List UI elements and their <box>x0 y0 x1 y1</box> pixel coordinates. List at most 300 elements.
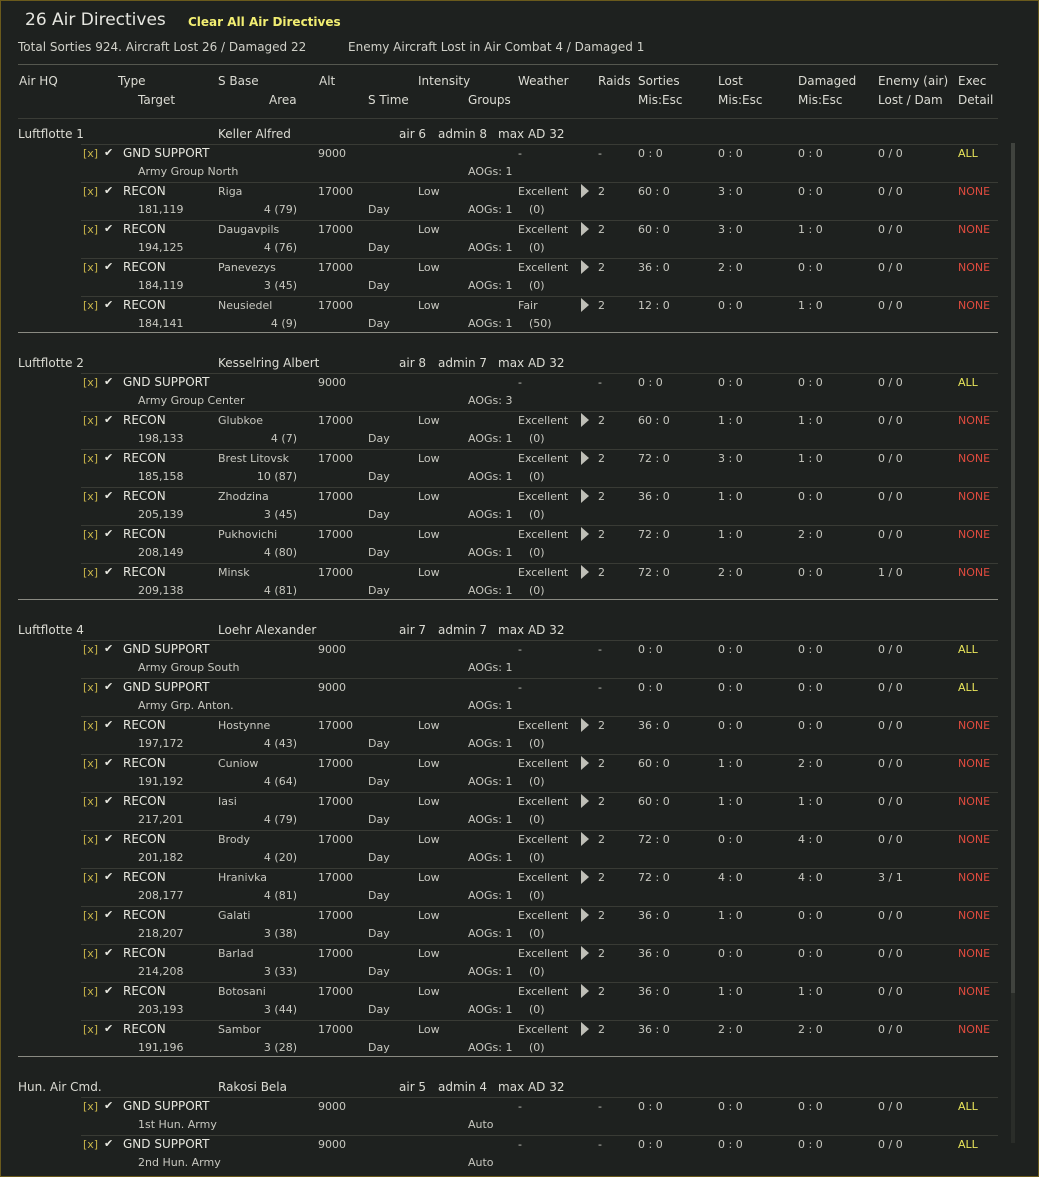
directive-altitude[interactable]: 17000 <box>318 833 353 846</box>
execute-play-icon[interactable] <box>581 794 589 808</box>
header-sorties[interactable]: Sorties <box>638 74 680 88</box>
directive-intensity[interactable]: Low <box>418 452 440 465</box>
directive-altitude[interactable]: 9000 <box>318 147 346 160</box>
remove-directive-button[interactable]: [x] <box>83 299 99 312</box>
enabled-checkmark-icon[interactable]: ✔ <box>104 222 114 235</box>
remove-directive-button[interactable]: [x] <box>83 947 99 960</box>
exec-detail-button[interactable]: NONE <box>958 414 991 427</box>
directive-area: 4 (64) <box>263 775 297 788</box>
directive-type[interactable]: GND SUPPORT <box>123 375 210 389</box>
directive-target[interactable]: 194,125 <box>138 241 184 254</box>
directive-intensity[interactable]: Low <box>418 757 440 770</box>
directive-intensity[interactable]: Low <box>418 414 440 427</box>
directive-base[interactable]: Hranivka <box>218 871 267 884</box>
header-air-hq[interactable]: Air HQ <box>19 74 58 88</box>
remove-directive-button[interactable]: [x] <box>83 1023 99 1036</box>
remove-directive-button[interactable]: [x] <box>83 528 99 541</box>
directive-target[interactable]: 1st Hun. Army <box>138 1118 217 1131</box>
remove-directive-button[interactable]: [x] <box>83 1138 99 1151</box>
exec-detail-button[interactable]: NONE <box>958 223 991 236</box>
exec-detail-button[interactable]: NONE <box>958 909 991 922</box>
directive-target[interactable]: 191,196 <box>138 1041 184 1054</box>
exec-detail-button[interactable]: NONE <box>958 261 991 274</box>
directive-target[interactable]: Army Group South <box>138 661 240 674</box>
directive-target[interactable]: 205,139 <box>138 508 184 521</box>
directive-damaged: 4 : 0 <box>798 871 823 884</box>
directive-target[interactable]: Army Grp. Anton. <box>138 699 234 712</box>
header-s-base[interactable]: S Base <box>218 74 259 88</box>
enabled-checkmark-icon[interactable]: ✔ <box>104 489 114 502</box>
header-lost[interactable]: Lost <box>718 74 743 88</box>
directive-altitude[interactable]: 17000 <box>318 871 353 884</box>
directive-base[interactable]: Zhodzina <box>218 490 269 503</box>
enabled-checkmark-icon[interactable]: ✔ <box>104 984 114 997</box>
remove-directive-button[interactable]: [x] <box>83 261 99 274</box>
remove-directive-button[interactable]: [x] <box>83 909 99 922</box>
directive-altitude[interactable]: 17000 <box>318 185 353 198</box>
enabled-checkmark-icon[interactable]: ✔ <box>104 718 114 731</box>
directive-groups[interactable]: AOGs: 1 <box>468 851 513 864</box>
exec-detail-button[interactable]: NONE <box>958 185 991 198</box>
header-target[interactable]: Target <box>138 93 176 107</box>
directive-groups[interactable]: AOGs: 1 <box>468 584 513 597</box>
directive-raids: 2 <box>598 833 605 846</box>
directive-damaged: 0 : 0 <box>798 261 823 274</box>
directive-target[interactable]: 191,192 <box>138 775 184 788</box>
directive-groups[interactable]: AOGs: 1 <box>468 203 513 216</box>
directive-groups[interactable]: AOGs: 1 <box>468 432 513 445</box>
directive-groups[interactable]: AOGs: 1 <box>468 279 513 292</box>
exec-detail-button[interactable]: NONE <box>958 1023 991 1036</box>
remove-directive-button[interactable]: [x] <box>83 147 99 160</box>
directive-lost: 1 : 0 <box>718 795 743 808</box>
directive-type[interactable]: RECON <box>123 718 166 732</box>
directive-intensity[interactable]: Low <box>418 795 440 808</box>
directive-type[interactable]: RECON <box>123 756 166 770</box>
directive-intensity[interactable]: Low <box>418 566 440 579</box>
remove-directive-button[interactable]: [x] <box>83 681 99 694</box>
directive-altitude[interactable]: 17000 <box>318 261 353 274</box>
execute-play-icon[interactable] <box>581 260 589 274</box>
directive-groups[interactable]: AOGs: 3 <box>468 394 513 407</box>
directive-intensity[interactable]: Low <box>418 909 440 922</box>
directive-damaged: 0 : 0 <box>798 185 823 198</box>
directive-groups[interactable]: AOGs: 1 <box>468 737 513 750</box>
directive-enemy: 0 / 0 <box>878 185 903 198</box>
exec-detail-button[interactable]: NONE <box>958 871 991 884</box>
directive-altitude[interactable]: 9000 <box>318 376 346 389</box>
enabled-checkmark-icon[interactable]: ✔ <box>104 908 114 921</box>
scrollbar-thumb[interactable] <box>1011 143 1015 993</box>
directive-raids: 2 <box>598 528 605 541</box>
directive-altitude[interactable]: 17000 <box>318 566 353 579</box>
exec-detail-button[interactable]: NONE <box>958 719 991 732</box>
directive-target[interactable]: 208,149 <box>138 546 184 559</box>
execute-play-icon[interactable] <box>581 184 589 198</box>
remove-directive-button[interactable]: [x] <box>83 223 99 236</box>
directive-groups[interactable]: Auto <box>468 1118 494 1131</box>
header-type[interactable]: Type <box>118 74 146 88</box>
directive-target[interactable]: 217,201 <box>138 813 184 826</box>
directive-altitude[interactable]: 9000 <box>318 1138 346 1151</box>
remove-directive-button[interactable]: [x] <box>83 566 99 579</box>
execute-play-icon[interactable] <box>581 298 589 312</box>
directive-altitude[interactable]: 17000 <box>318 985 353 998</box>
execute-play-icon[interactable] <box>581 870 589 884</box>
directive-type[interactable]: GND SUPPORT <box>123 680 210 694</box>
directive-damaged: 0 : 0 <box>798 490 823 503</box>
directive-type[interactable]: RECON <box>123 1022 166 1036</box>
directive-enemy: 0 / 0 <box>878 1138 903 1151</box>
enabled-checkmark-icon[interactable]: ✔ <box>104 1022 114 1035</box>
header-damaged[interactable]: Damaged <box>798 74 857 88</box>
enabled-checkmark-icon[interactable]: ✔ <box>104 756 114 769</box>
exec-detail-button[interactable]: ALL <box>958 147 978 160</box>
directive-weather-value: (0) <box>529 279 545 292</box>
directive-altitude[interactable]: 17000 <box>318 452 353 465</box>
execute-play-icon[interactable] <box>581 718 589 732</box>
section-divider <box>18 332 998 333</box>
directive-type[interactable]: RECON <box>123 413 166 427</box>
directive-base[interactable]: Barlad <box>218 947 254 960</box>
directive-damaged: 1 : 0 <box>798 414 823 427</box>
air-hq-name[interactable]: Luftflotte 1 <box>18 127 84 141</box>
exec-detail-button[interactable]: ALL <box>958 643 978 656</box>
directive-groups[interactable]: AOGs: 1 <box>468 927 513 940</box>
directive-base[interactable]: Glubkoe <box>218 414 264 427</box>
remove-directive-button[interactable]: [x] <box>83 452 99 465</box>
enabled-checkmark-icon[interactable]: ✔ <box>104 642 114 655</box>
air-hq-name[interactable]: Luftflotte 4 <box>18 623 84 637</box>
header-exec[interactable]: Exec <box>958 74 987 88</box>
directive-sorties: 36 : 0 <box>638 719 670 732</box>
remove-directive-button[interactable]: [x] <box>83 490 99 503</box>
enabled-checkmark-icon[interactable]: ✔ <box>104 413 114 426</box>
directive-enemy: 0 / 0 <box>878 223 903 236</box>
directive-altitude[interactable]: 17000 <box>318 528 353 541</box>
row-divider <box>81 982 998 983</box>
directive-intensity[interactable]: Low <box>418 719 440 732</box>
hq-admin-rating: admin 7 <box>438 356 488 370</box>
directive-weather: Excellent <box>518 185 569 198</box>
directive-type[interactable]: RECON <box>123 260 166 274</box>
directive-intensity[interactable]: Low <box>418 490 440 503</box>
exec-detail-button[interactable]: NONE <box>958 833 991 846</box>
directive-altitude[interactable]: 9000 <box>318 681 346 694</box>
directive-target[interactable]: 181,119 <box>138 203 184 216</box>
exec-detail-button[interactable]: NONE <box>958 795 991 808</box>
directive-intensity[interactable]: Low <box>418 833 440 846</box>
hq-air-rating: air 5 <box>399 1080 427 1094</box>
air-hq-name[interactable]: Hun. Air Cmd. <box>18 1080 102 1094</box>
directive-altitude[interactable]: 17000 <box>318 414 353 427</box>
directive-target[interactable]: 214,208 <box>138 965 184 978</box>
directive-type[interactable]: RECON <box>123 946 166 960</box>
header-intensity[interactable]: Intensity <box>418 74 471 88</box>
hq-commander[interactable]: Keller Alfred <box>218 127 291 141</box>
directive-groups[interactable]: AOGs: 1 <box>468 317 513 330</box>
directive-target[interactable]: Army Group Center <box>138 394 245 407</box>
remove-directive-button[interactable]: [x] <box>83 414 99 427</box>
remove-directive-button[interactable]: [x] <box>83 376 99 389</box>
directive-altitude[interactable]: 9000 <box>318 1100 346 1113</box>
enabled-checkmark-icon[interactable]: ✔ <box>104 527 114 540</box>
hq-admin-rating: admin 7 <box>438 623 488 637</box>
exec-detail-button[interactable]: ALL <box>958 1100 978 1113</box>
directive-intensity[interactable]: Low <box>418 985 440 998</box>
directive-enemy: 0 / 0 <box>878 719 903 732</box>
header-alt[interactable]: Alt <box>319 74 336 88</box>
exec-detail-button[interactable]: NONE <box>958 566 991 579</box>
directive-altitude[interactable]: 17000 <box>318 795 353 808</box>
directive-type[interactable]: RECON <box>123 565 166 579</box>
remove-directive-button[interactable]: [x] <box>83 719 99 732</box>
directive-target[interactable]: 203,193 <box>138 1003 184 1016</box>
directive-groups[interactable]: AOGs: 1 <box>468 889 513 902</box>
enemy-summary: Enemy Aircraft Lost in Air Combat 4 / Damaged 1 <box>348 40 645 54</box>
remove-directive-button[interactable]: [x] <box>83 833 99 846</box>
header-groups[interactable]: Groups <box>468 93 511 107</box>
header-enemy-sub: Lost / Dam <box>878 93 943 107</box>
remove-directive-button[interactable]: [x] <box>83 757 99 770</box>
row-divider <box>81 1135 998 1136</box>
directive-groups[interactable]: AOGs: 1 <box>468 1041 513 1054</box>
execute-play-icon[interactable] <box>581 222 589 236</box>
directive-target[interactable]: 218,207 <box>138 927 184 940</box>
directive-altitude[interactable]: 17000 <box>318 909 353 922</box>
enabled-checkmark-icon[interactable]: ✔ <box>104 565 114 578</box>
header-damaged-sub: Mis:Esc <box>798 93 843 107</box>
directive-type[interactable]: RECON <box>123 222 166 236</box>
directive-target[interactable]: 184,119 <box>138 279 184 292</box>
directive-area: 4 (79) <box>263 203 297 216</box>
enabled-checkmark-icon[interactable]: ✔ <box>104 298 114 311</box>
enabled-checkmark-icon[interactable]: ✔ <box>104 260 114 273</box>
directive-groups[interactable]: AOGs: 1 <box>468 775 513 788</box>
directive-type[interactable]: RECON <box>123 832 166 846</box>
directive-weather: Fair <box>518 299 538 312</box>
directive-target[interactable]: 209,138 <box>138 584 184 597</box>
directive-intensity[interactable]: Low <box>418 1023 440 1036</box>
directive-base[interactable]: Neusiedel <box>218 299 273 312</box>
exec-detail-button[interactable]: NONE <box>958 985 991 998</box>
hq-commander[interactable]: Rakosi Bela <box>218 1080 287 1094</box>
directive-base[interactable]: Panevezys <box>218 261 276 274</box>
exec-detail-button[interactable]: NONE <box>958 490 991 503</box>
directive-groups[interactable]: AOGs: 1 <box>468 965 513 978</box>
directive-target[interactable]: 185,158 <box>138 470 184 483</box>
row-divider <box>81 220 998 221</box>
directive-intensity[interactable]: Low <box>418 871 440 884</box>
directive-lost: 2 : 0 <box>718 1023 743 1036</box>
execute-play-icon[interactable] <box>581 413 589 427</box>
directive-target[interactable]: 184,141 <box>138 317 184 330</box>
enabled-checkmark-icon[interactable]: ✔ <box>104 375 114 388</box>
directive-type[interactable]: RECON <box>123 184 166 198</box>
header-raids[interactable]: Raids <box>598 74 631 88</box>
directive-groups[interactable]: AOGs: 1 <box>468 546 513 559</box>
clear-all-button[interactable]: Clear All Air Directives <box>188 15 341 29</box>
row-divider <box>81 754 998 755</box>
directive-start-time: Day <box>368 813 390 826</box>
directive-altitude[interactable]: 17000 <box>318 223 353 236</box>
remove-directive-button[interactable]: [x] <box>83 1100 99 1113</box>
directive-groups[interactable]: AOGs: 1 <box>468 661 513 674</box>
directive-base[interactable]: Minsk <box>218 566 250 579</box>
exec-detail-button[interactable]: NONE <box>958 452 991 465</box>
directive-lost: 1 : 0 <box>718 490 743 503</box>
directive-type[interactable]: RECON <box>123 908 166 922</box>
directive-raids: 2 <box>598 223 605 236</box>
directive-sorties: 0 : 0 <box>638 1100 663 1113</box>
execute-play-icon[interactable] <box>581 832 589 846</box>
row-divider <box>81 906 998 907</box>
enabled-checkmark-icon[interactable]: ✔ <box>104 870 114 883</box>
directive-type[interactable]: RECON <box>123 984 166 998</box>
enabled-checkmark-icon[interactable]: ✔ <box>104 1099 114 1112</box>
directive-type[interactable]: RECON <box>123 451 166 465</box>
directive-type[interactable]: GND SUPPORT <box>123 642 210 656</box>
remove-directive-button[interactable]: [x] <box>83 643 99 656</box>
enabled-checkmark-icon[interactable]: ✔ <box>104 184 114 197</box>
execute-play-icon[interactable] <box>581 565 589 579</box>
directive-groups[interactable]: AOGs: 1 <box>468 165 513 178</box>
exec-detail-button[interactable]: ALL <box>958 1138 978 1151</box>
exec-detail-button[interactable]: NONE <box>958 757 991 770</box>
hq-commander[interactable]: Kesselring Albert <box>218 356 320 370</box>
directive-intensity[interactable]: Low <box>418 261 440 274</box>
directive-target[interactable]: 198,133 <box>138 432 184 445</box>
directive-altitude[interactable]: 17000 <box>318 1023 353 1036</box>
directive-type[interactable]: RECON <box>123 870 166 884</box>
directive-groups[interactable]: AOGs: 1 <box>468 699 513 712</box>
directive-base[interactable]: Cuniow <box>218 757 259 770</box>
directive-type[interactable]: GND SUPPORT <box>123 1099 210 1113</box>
directive-groups[interactable]: AOGs: 1 <box>468 508 513 521</box>
directive-groups[interactable]: AOGs: 1 <box>468 470 513 483</box>
row-divider <box>81 792 998 793</box>
directive-intensity[interactable]: Low <box>418 185 440 198</box>
directive-intensity[interactable]: Low <box>418 528 440 541</box>
directive-type[interactable]: RECON <box>123 794 166 808</box>
directive-weather: Excellent <box>518 261 569 274</box>
directive-sorties: 0 : 0 <box>638 643 663 656</box>
header-s-time[interactable]: S Time <box>368 93 409 107</box>
directive-type[interactable]: RECON <box>123 527 166 541</box>
execute-play-icon[interactable] <box>581 451 589 465</box>
row-divider <box>81 678 998 679</box>
directive-type[interactable]: RECON <box>123 489 166 503</box>
exec-detail-button[interactable]: NONE <box>958 947 991 960</box>
directive-altitude[interactable]: 17000 <box>318 947 353 960</box>
directive-raids: - <box>598 643 602 656</box>
directive-lost: 1 : 0 <box>718 528 743 541</box>
directive-base[interactable]: Pukhovichi <box>218 528 278 541</box>
execute-play-icon[interactable] <box>581 946 589 960</box>
exec-detail-button[interactable]: ALL <box>958 376 978 389</box>
directive-base[interactable]: Iasi <box>218 795 237 808</box>
execute-play-icon[interactable] <box>581 984 589 998</box>
directive-start-time: Day <box>368 889 390 902</box>
enabled-checkmark-icon[interactable]: ✔ <box>104 794 114 807</box>
directive-intensity[interactable]: Low <box>418 299 440 312</box>
directive-base[interactable]: Hostynne <box>218 719 271 732</box>
directive-target[interactable]: 197,172 <box>138 737 184 750</box>
exec-detail-button[interactable]: ALL <box>958 681 978 694</box>
remove-directive-button[interactable]: [x] <box>83 985 99 998</box>
directive-altitude[interactable]: 17000 <box>318 299 353 312</box>
directive-type[interactable]: RECON <box>123 298 166 312</box>
directive-altitude[interactable]: 9000 <box>318 643 346 656</box>
remove-directive-button[interactable]: [x] <box>83 185 99 198</box>
execute-play-icon[interactable] <box>581 1022 589 1036</box>
execute-play-icon[interactable] <box>581 908 589 922</box>
directive-damaged: 0 : 0 <box>798 947 823 960</box>
directive-target[interactable]: Army Group North <box>138 165 239 178</box>
hq-max-ad: max AD 32 <box>498 127 565 141</box>
directive-altitude[interactable]: 17000 <box>318 757 353 770</box>
directive-base[interactable]: Riga <box>218 185 243 198</box>
header-area[interactable]: Area <box>269 93 297 107</box>
directive-groups[interactable]: AOGs: 1 <box>468 813 513 826</box>
remove-directive-button[interactable]: [x] <box>83 795 99 808</box>
directive-intensity[interactable]: Low <box>418 223 440 236</box>
directive-weather: Excellent <box>518 1023 569 1036</box>
air-hq-name[interactable]: Luftflotte 2 <box>18 356 84 370</box>
execute-play-icon[interactable] <box>581 527 589 541</box>
directive-start-time: Day <box>368 546 390 559</box>
remove-directive-button[interactable]: [x] <box>83 871 99 884</box>
enabled-checkmark-icon[interactable]: ✔ <box>104 146 114 159</box>
directive-base[interactable]: Brody <box>218 833 251 846</box>
header-enemy-air[interactable]: Enemy (air) <box>878 74 949 88</box>
directive-base[interactable]: Daugavpils <box>218 223 280 236</box>
directive-raids: 2 <box>598 947 605 960</box>
enabled-checkmark-icon[interactable]: ✔ <box>104 946 114 959</box>
enabled-checkmark-icon[interactable]: ✔ <box>104 680 114 693</box>
directive-target[interactable]: 2nd Hun. Army <box>138 1156 221 1169</box>
enabled-checkmark-icon[interactable]: ✔ <box>104 1137 114 1150</box>
hq-commander[interactable]: Loehr Alexander <box>218 623 317 637</box>
directive-groups[interactable]: AOGs: 1 <box>468 241 513 254</box>
directive-weather: - <box>518 1138 522 1151</box>
execute-play-icon[interactable] <box>581 756 589 770</box>
directive-base[interactable]: Sambor <box>218 1023 261 1036</box>
directive-intensity[interactable]: Low <box>418 947 440 960</box>
directive-area: 4 (81) <box>263 584 297 597</box>
directive-groups[interactable]: AOGs: 1 <box>468 1003 513 1016</box>
header-weather[interactable]: Weather <box>518 74 569 88</box>
enabled-checkmark-icon[interactable]: ✔ <box>104 451 114 464</box>
directive-base[interactable]: Brest Litovsk <box>218 452 289 465</box>
directive-lost: 0 : 0 <box>718 719 743 732</box>
directive-type[interactable]: GND SUPPORT <box>123 146 210 160</box>
exec-detail-button[interactable]: NONE <box>958 299 991 312</box>
execute-play-icon[interactable] <box>581 489 589 503</box>
directive-base[interactable]: Galati <box>218 909 251 922</box>
directive-target[interactable]: 201,182 <box>138 851 184 864</box>
directive-target[interactable]: 208,177 <box>138 889 184 902</box>
directive-weather-value: (0) <box>529 965 545 978</box>
enabled-checkmark-icon[interactable]: ✔ <box>104 832 114 845</box>
directive-altitude[interactable]: 17000 <box>318 490 353 503</box>
directive-type[interactable]: GND SUPPORT <box>123 1137 210 1151</box>
directive-area: 4 (20) <box>263 851 297 864</box>
directive-base[interactable]: Botosani <box>218 985 266 998</box>
directive-groups[interactable]: Auto <box>468 1156 494 1169</box>
directive-altitude[interactable]: 17000 <box>318 719 353 732</box>
exec-detail-button[interactable]: NONE <box>958 528 991 541</box>
